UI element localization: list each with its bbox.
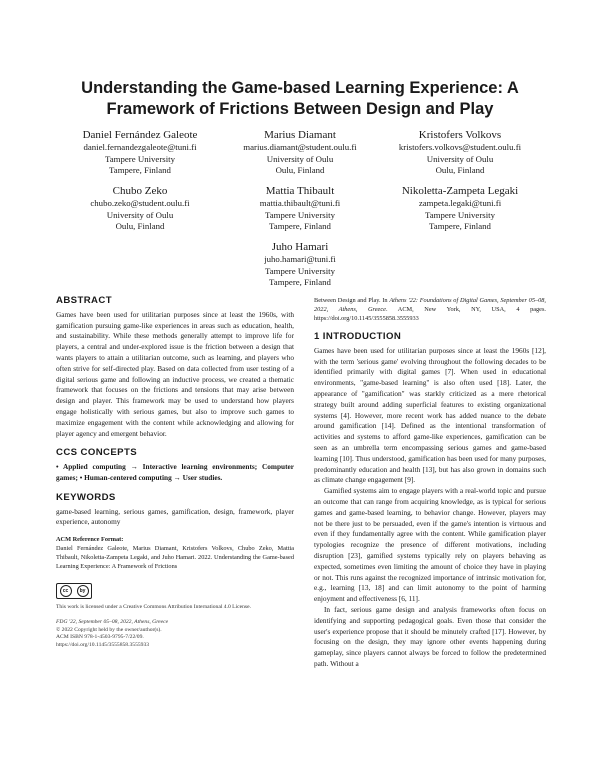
keywords-text: game-based learning, serious games, gamification, design, framework, player experience, autonomy bbox=[56, 506, 294, 527]
ccs-heading: CCS CONCEPTS bbox=[56, 447, 138, 459]
publication-info bbox=[56, 619, 294, 649]
acm-format-text: Daniel Fernández Galeote, Marius Diamant, Kristofers Volkovs, Chubo Zeko, Mattia Thibault, Nikoletta-Zampeta Legaki, and Juho Hamari. 2022. Understanding the Game-based Learning Experience: A Framework of Frictions bbox=[56, 545, 294, 571]
author-name: Nikoletta-Zampeta Legaki bbox=[401, 185, 519, 197]
acm-format-continued bbox=[314, 296, 546, 323]
intro-paragraph-1: Games have been used for utilitarian purposes since at least the 1960s [12], with the term 'serious game' evolving throughout the following decades to be identified primarily with digital games [7]. When used in educational environments, "game-based learning" is also often used [18]. Later, the appearance of "gamification" was starkly criticized as a mere rhetorical strategy built around adding superficial features to existing organizational systems [4]. However, more recent work has added nuance to the debate around gamification [14]. Defined as the intentional transformation of activities and systems to afford game-like experiences, gamification can be seen as an umbrella term encompassing serious games and game-based learning [10]. Thus understood, gamification has been used for many purposes, predominantly education and health [13], but has also grown in domains such as climate change engagement [9]. bbox=[314, 345, 546, 485]
cc-icon: cc bbox=[60, 585, 72, 597]
intro-paragraph-2: Gamified systems aim to engage players with a real-world topic and pursue an outcome that can range from acquiring knowledge, as is typical for serious games and game-based learning, to behavior change. However, players may not be there just to be persuaded, even if the game's intention is virtuous and even if they fundamentally agree with the content. While gamification player typologies recognize the presence of different motivations, including disruption [23], gamified systems typically rely on players behaving as expected, sometimes even limiting the amount of choice they have in playing or not. This runs against the recognized importance of intrinsic motivation for, e.g., learning [13, 18] and can limit autonomy to the point of harming enjoyment and effectiveness [6, 11]. bbox=[314, 486, 546, 604]
author-name: Daniel Fernández Galeote bbox=[82, 129, 198, 141]
pub-isbn: ACM ISBN 978-1-4503-9795-7/22/09. bbox=[56, 634, 144, 641]
acm-reference-format bbox=[56, 535, 294, 571]
author-email: daniel.fernandezgaleote@tuni.fi bbox=[83, 142, 197, 152]
author-affiliation: Tampere University bbox=[105, 153, 175, 164]
author-affiliation: Tampere University bbox=[265, 209, 335, 220]
author-location: Tampere, Finland bbox=[429, 221, 491, 231]
author-email: chubo.zeko@student.oulu.fi bbox=[90, 198, 190, 208]
license-block bbox=[56, 583, 294, 611]
abstract-text: Games have been used for utilitarian purposes since at least the 1960s, with gamification pursuing game-like experiences in areas such as education, health, and sustainability. While these methods generally attempt to improve life for players, a central and under-explored issue is the friction between a design that wants players to attain a utilitarian outcome, such as learning, and players who often strive for self-directed play. Based on data collected from user testing of a digital serious game and following an inductive process, we created a thematic framework that focuses on the frictions and tensions that may arise between design and player. This framework may be used to understand how players engage holistically with serious games, but also to improve such games to maximize engagement with the content while acknowledging and allowing for player agency and emergent behavior. bbox=[56, 309, 294, 438]
paper-title bbox=[40, 78, 560, 120]
ccs-text: • Applied computing → Interactive learning environments; Computer games; • Human-centered computing → User studies. bbox=[56, 462, 294, 482]
author-name: Kristofers Volkovs bbox=[418, 129, 502, 141]
author-affiliation: Tampere University bbox=[425, 209, 495, 220]
author-block bbox=[50, 184, 230, 233]
creative-commons-icon bbox=[56, 583, 92, 599]
author-name: Mattia Thibault bbox=[265, 185, 335, 197]
author-affiliation: Tampere University bbox=[265, 265, 335, 276]
license-text: This work is licensed under a Creative Commons Attribution International 4.0 License. bbox=[56, 604, 251, 611]
author-block bbox=[50, 128, 230, 177]
keywords-heading: KEYWORDS bbox=[56, 491, 116, 503]
title-line-2: Framework of Frictions Between Design and Play bbox=[106, 100, 494, 118]
pub-venue: FDG '22, September 05–08, 2022, Athens, Greece bbox=[56, 619, 169, 626]
pub-copyright: © 2022 Copyright held by the owner/author(s). bbox=[56, 626, 162, 633]
author-name: Marius Diamant bbox=[264, 129, 336, 141]
author-block bbox=[370, 128, 550, 177]
author-location: Oulu, Finland bbox=[435, 165, 485, 175]
abstract-heading: ABSTRACT bbox=[56, 295, 112, 306]
author-email: juho.hamari@tuni.fi bbox=[264, 254, 336, 264]
acm-format-label: ACM Reference Format: bbox=[56, 536, 124, 544]
author-block bbox=[210, 240, 390, 289]
author-email: marius.diamant@student.oulu.fi bbox=[243, 142, 357, 152]
author-location: Oulu, Finland bbox=[115, 221, 165, 231]
author-location: Tampere, Finland bbox=[269, 277, 331, 287]
author-location: Tampere, Finland bbox=[269, 221, 331, 231]
introduction-heading: 1 INTRODUCTION bbox=[314, 331, 402, 342]
author-affiliation: University of Oulu bbox=[266, 153, 334, 164]
author-location: Oulu, Finland bbox=[275, 165, 325, 175]
author-affiliation: University of Oulu bbox=[426, 153, 494, 164]
author-block bbox=[210, 128, 390, 177]
acm-format-cont-prefix: Between Design and Play. In bbox=[314, 297, 390, 304]
author-affiliation: University of Oulu bbox=[106, 209, 174, 220]
acm-format-venue: Athens '22: Foundations of Digital Games, September 05–08, 2022, Athens, Greece bbox=[314, 297, 546, 313]
by-icon: by bbox=[77, 585, 89, 597]
author-name: Chubo Zeko bbox=[112, 185, 168, 197]
author-email: zampeta.legaki@tuni.fi bbox=[418, 198, 502, 208]
author-block bbox=[210, 184, 390, 233]
intro-paragraph-3: In fact, serious game design and analysis frameworks often focus on identifying and supporting pedagogical goals. Even those that consider the user's experience propose that it should be minutely crafted [17]. However, by focusing on the design, they may ignore other events happening during gameplay, since players cannot always be forced to follow the predetermined path. Without a bbox=[314, 604, 546, 668]
author-location: Tampere, Finland bbox=[109, 165, 171, 175]
author-block bbox=[370, 184, 550, 233]
acm-format-cont-suffix: . ACM, New York, NY, USA, 4 pages. https://doi.org/10.1145/3555858.3555933 bbox=[314, 306, 546, 322]
pub-doi: https://doi.org/10.1145/3555858.3555933 bbox=[56, 641, 150, 648]
right-column bbox=[314, 296, 546, 670]
left-column bbox=[56, 296, 294, 649]
title-line-1: Understanding the Game-based Learning Experience: A bbox=[81, 79, 519, 97]
author-email: mattia.thibault@tuni.fi bbox=[259, 198, 341, 208]
author-email: kristofers.volkovs@student.oulu.fi bbox=[398, 142, 522, 152]
author-name: Juho Hamari bbox=[271, 241, 329, 253]
